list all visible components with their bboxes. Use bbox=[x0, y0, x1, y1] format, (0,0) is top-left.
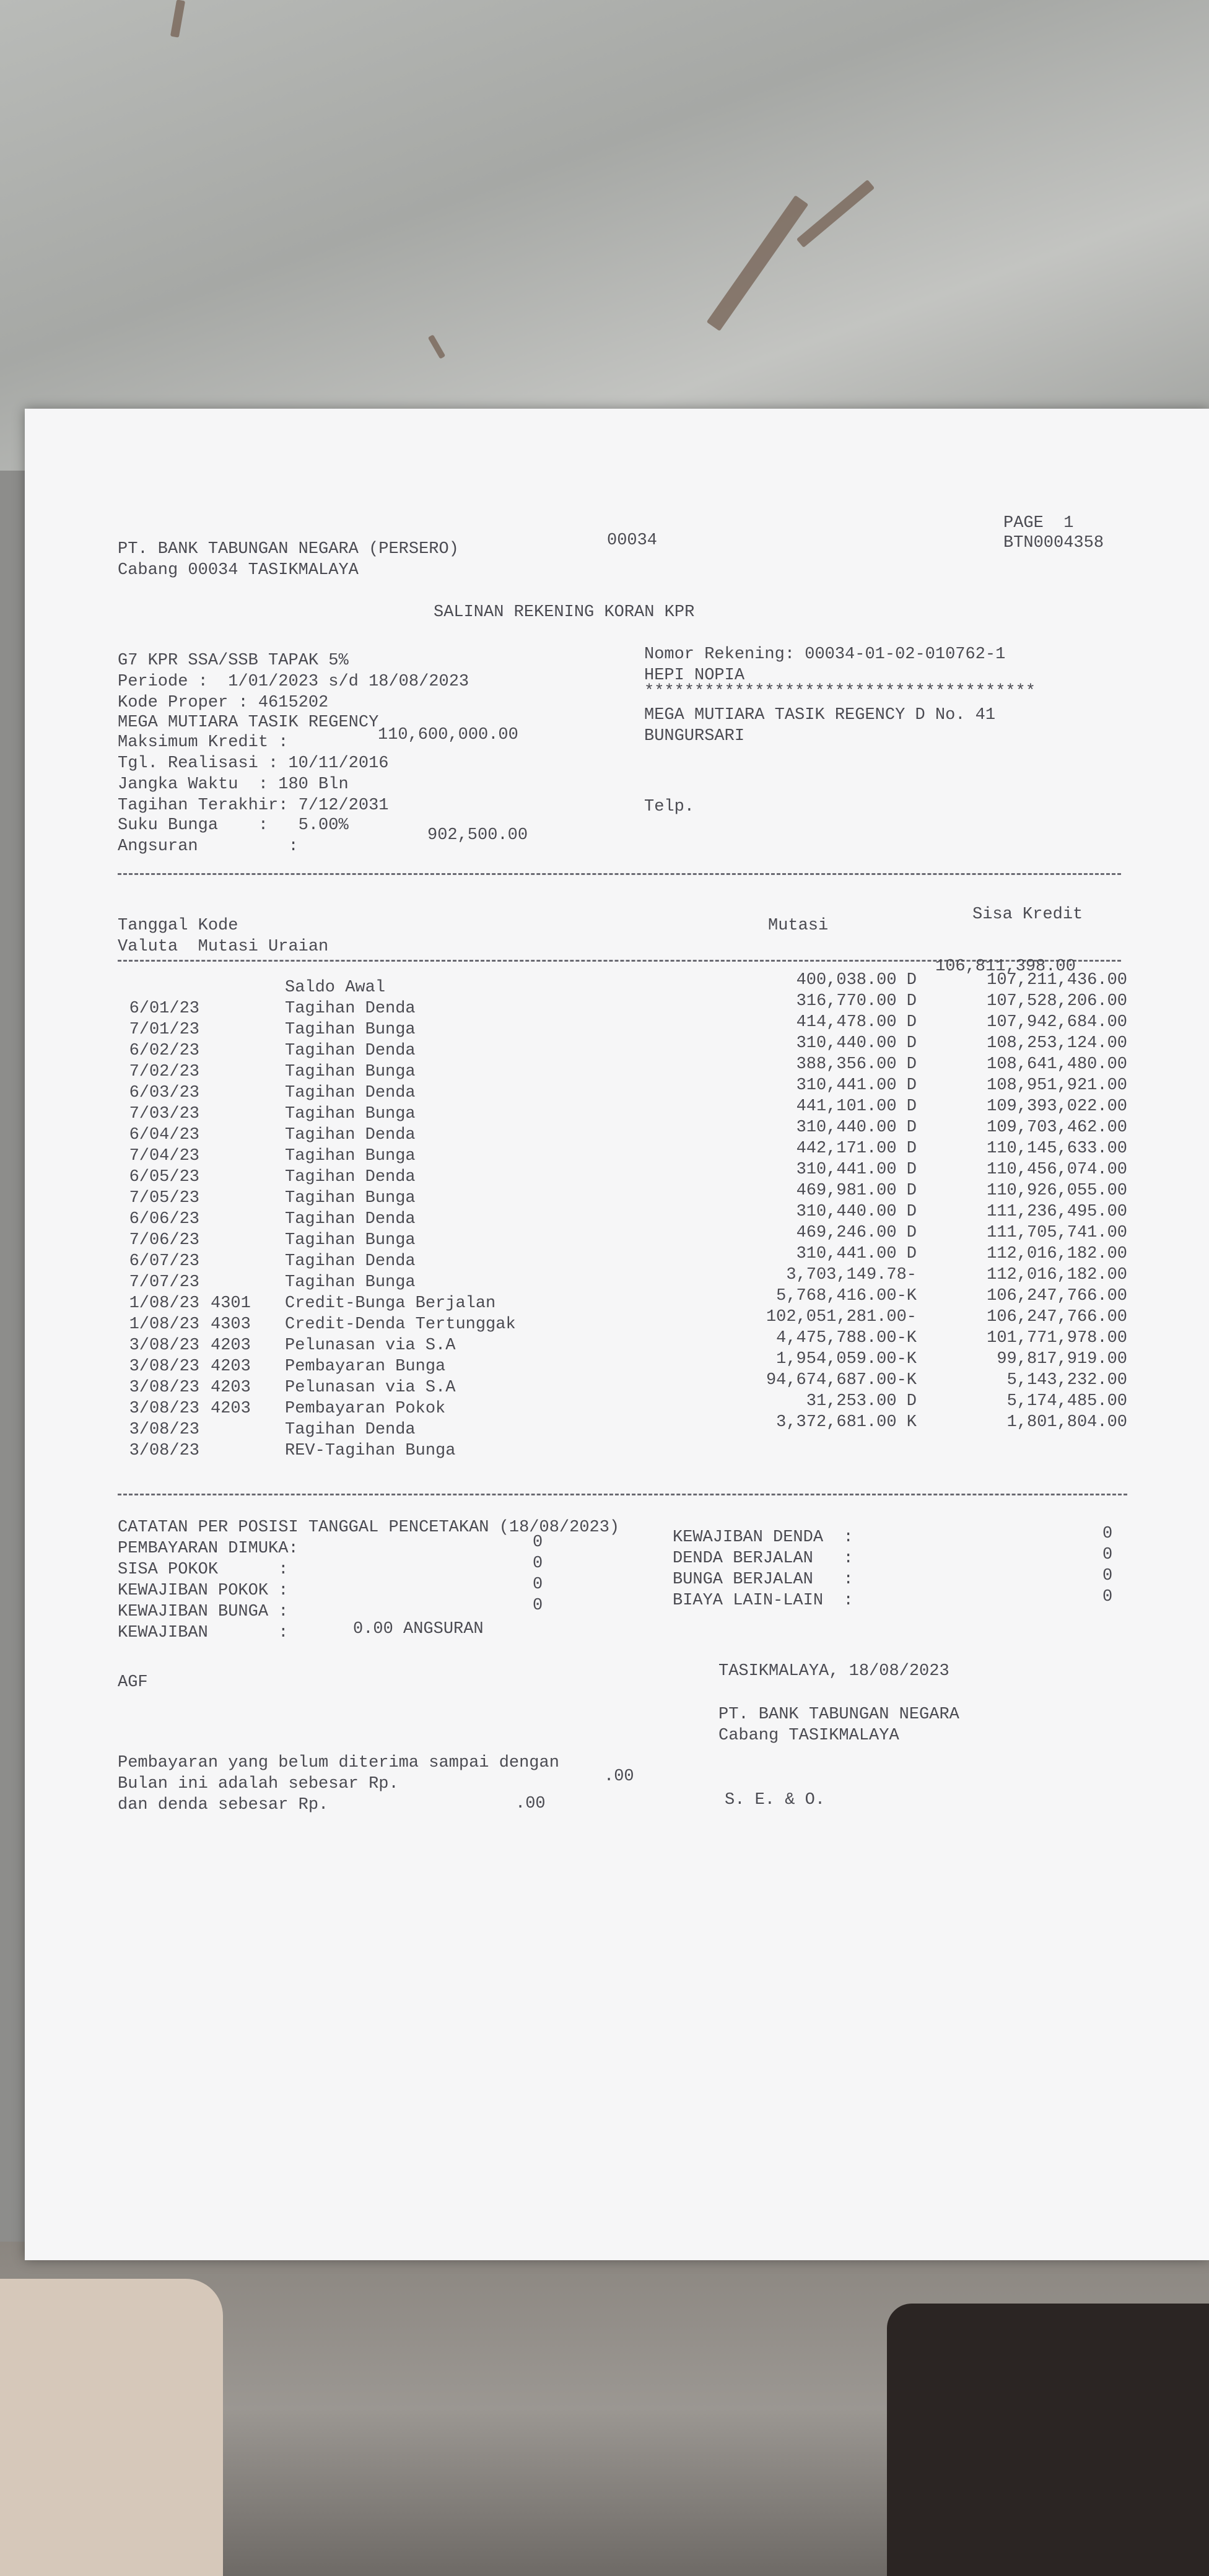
row-sisa-kredit: 107,528,206.00 bbox=[987, 992, 1127, 1011]
row-description: Tagihan Denda bbox=[285, 1421, 416, 1439]
document-title: SALINAN REKENING KORAN KPR bbox=[434, 603, 695, 622]
row-sisa-kredit: 106,247,766.00 bbox=[987, 1287, 1127, 1305]
signer-branch: Cabang TASIKMALAYA bbox=[718, 1726, 899, 1745]
kewajiban-label: KEWAJIBAN : bbox=[118, 1624, 289, 1642]
row-code: 4203 bbox=[211, 1378, 251, 1397]
row-mutasi: 388,356.00 D bbox=[796, 1055, 917, 1074]
row-description: Pelunasan via S.A bbox=[285, 1336, 456, 1355]
divider bbox=[118, 873, 1121, 875]
account-line: Tagihan Terakhir: 7/12/2031 bbox=[118, 796, 389, 815]
note-left-label: KEWAJIBAN BUNGA : bbox=[118, 1603, 289, 1621]
row-date: 7/06/23 bbox=[129, 1231, 199, 1250]
account-line: Kode Proper : 4615202 bbox=[118, 694, 329, 712]
row-sisa-kredit: 111,236,495.00 bbox=[987, 1203, 1127, 1221]
row-code: 4301 bbox=[211, 1294, 251, 1313]
account-line: MEGA MUTIARA TASIK REGENCY bbox=[118, 713, 379, 732]
note-right-value: 0 bbox=[1102, 1567, 1113, 1585]
note-right-label: BIAYA LAIN-LAIN : bbox=[673, 1591, 853, 1610]
row-description: Pembayaran Pokok bbox=[285, 1399, 446, 1418]
account-line: G7 KPR SSA/SSB TAPAK 5% bbox=[118, 651, 349, 670]
row-mutasi: 310,440.00 D bbox=[796, 1118, 917, 1137]
report-code: BTN0004358 bbox=[1003, 534, 1104, 552]
row-date: 7/05/23 bbox=[129, 1189, 199, 1208]
row-mutasi: 400,038.00 D bbox=[796, 971, 917, 990]
agf-code: AGF bbox=[118, 1673, 148, 1692]
note-right-label: BUNGA BERJALAN : bbox=[673, 1570, 853, 1589]
row-description: Tagihan Denda bbox=[285, 1252, 416, 1271]
row-date: 7/04/23 bbox=[129, 1147, 199, 1165]
row-description: Tagihan Denda bbox=[285, 1042, 416, 1060]
note-right-value: 0 bbox=[1102, 1525, 1113, 1543]
notes-title: CATATAN PER POSISI TANGGAL PENCETAKAN (18/08/2023) bbox=[118, 1518, 620, 1537]
fabric-right bbox=[887, 2304, 1209, 2576]
note-right-label: DENDA BERJALAN : bbox=[673, 1549, 853, 1568]
row-mutasi: 469,246.00 D bbox=[796, 1224, 917, 1242]
seo-note: S. E. & O. bbox=[725, 1791, 826, 1809]
row-date: 6/02/23 bbox=[129, 1042, 199, 1060]
row-sisa-kredit: 108,641,480.00 bbox=[987, 1055, 1127, 1074]
row-date: 3/08/23 bbox=[129, 1421, 199, 1439]
row-code: 4303 bbox=[211, 1315, 251, 1334]
row-sisa-kredit: 5,174,485.00 bbox=[1006, 1392, 1127, 1411]
row-mutasi: 1,954,059.00-K bbox=[776, 1350, 917, 1368]
row-mutasi: 94,674,687.00-K bbox=[766, 1371, 917, 1390]
branch-name: Cabang 00034 TASIKMALAYA bbox=[118, 561, 359, 580]
row-sisa-kredit: 99,817,919.00 bbox=[997, 1350, 1127, 1368]
row-code: 4203 bbox=[211, 1336, 251, 1355]
col-tanggal: Tanggal Kode bbox=[118, 916, 238, 935]
row-sisa-kredit: 108,951,921.00 bbox=[987, 1076, 1127, 1095]
row-date: 3/08/23 bbox=[129, 1442, 199, 1460]
row-sisa-kredit: 1,801,804.00 bbox=[1006, 1413, 1127, 1432]
divider bbox=[118, 1494, 1127, 1495]
row-description: Tagihan Denda bbox=[285, 1210, 416, 1229]
row-description: Tagihan Bunga bbox=[285, 1189, 416, 1208]
col-mutasi: Mutasi bbox=[768, 916, 829, 935]
row-sisa-kredit: 110,145,633.00 bbox=[987, 1139, 1127, 1158]
row-date: 6/07/23 bbox=[129, 1252, 199, 1271]
row-description: Tagihan Denda bbox=[285, 1084, 416, 1102]
table-surface bbox=[0, 0, 1209, 471]
row-mutasi: 316,770.00 D bbox=[796, 992, 917, 1011]
installment-value: 902,500.00 bbox=[427, 826, 528, 845]
row-mutasi: 469,981.00 D bbox=[796, 1181, 917, 1200]
note-right-label: KEWAJIBAN DENDA : bbox=[673, 1528, 853, 1547]
row-sisa-kredit: 101,771,978.00 bbox=[987, 1329, 1127, 1347]
row-sisa-kredit: 112,016,182.00 bbox=[987, 1245, 1127, 1263]
account-holder: HEPI NOPIA bbox=[644, 666, 745, 685]
payment-note-2-value: .00 bbox=[604, 1767, 634, 1786]
note-right-value: 0 bbox=[1102, 1588, 1113, 1606]
row-sisa-kredit: 108,253,124.00 bbox=[987, 1034, 1127, 1053]
row-date: 7/01/23 bbox=[129, 1020, 199, 1039]
opening-balance: 106,811,398.00 bbox=[935, 957, 1076, 976]
row-date: 3/08/23 bbox=[129, 1399, 199, 1418]
row-description: REV-Tagihan Bunga bbox=[285, 1442, 456, 1460]
row-mutasi: 441,101.00 D bbox=[796, 1097, 917, 1116]
note-right-value: 0 bbox=[1102, 1546, 1113, 1564]
row-sisa-kredit: 5,143,232.00 bbox=[1006, 1371, 1127, 1390]
row-description: Tagihan Bunga bbox=[285, 1020, 416, 1039]
col-sisa: Sisa Kredit bbox=[972, 905, 1083, 924]
rust-mark bbox=[170, 0, 185, 38]
row-code: 4203 bbox=[211, 1357, 251, 1376]
payment-note-1: Pembayaran yang belum diterima sampai dengan bbox=[118, 1754, 559, 1772]
row-date: 3/08/23 bbox=[129, 1336, 199, 1355]
row-date: 1/08/23 bbox=[129, 1294, 199, 1313]
telp-label: Telp. bbox=[644, 798, 695, 816]
note-left-label: KEWAJIBAN POKOK : bbox=[118, 1582, 289, 1600]
payment-note-3: dan denda sebesar Rp. bbox=[118, 1796, 329, 1814]
row-description: Credit-Bunga Berjalan bbox=[285, 1294, 496, 1313]
row-mutasi: 310,441.00 D bbox=[796, 1076, 917, 1095]
kewajiban-value: 0.00 ANGSURAN bbox=[353, 1620, 484, 1638]
row-date: 7/07/23 bbox=[129, 1273, 199, 1292]
statement-paper bbox=[25, 409, 1209, 2260]
payment-note-2: Bulan ini adalah sebesar Rp. bbox=[118, 1775, 399, 1793]
note-left-label: SISA POKOK : bbox=[118, 1560, 289, 1579]
row-description: Tagihan Denda bbox=[285, 1126, 416, 1144]
row-mutasi: 102,051,281.00- bbox=[766, 1308, 917, 1326]
page-label: PAGE 1 bbox=[1003, 514, 1074, 533]
row-date: 7/03/23 bbox=[129, 1105, 199, 1123]
row-description: Tagihan Bunga bbox=[285, 1105, 416, 1123]
note-left-value: 0 bbox=[533, 1575, 543, 1594]
bank-name: PT. BANK TABUNGAN NEGARA (PERSERO) bbox=[118, 540, 459, 559]
account-line: Maksimum Kredit : bbox=[118, 733, 289, 752]
row-date: 6/03/23 bbox=[129, 1084, 199, 1102]
address-line-1: MEGA MUTIARA TASIK REGENCY D No. 41 bbox=[644, 706, 996, 724]
row-sisa-kredit: 110,456,074.00 bbox=[987, 1160, 1127, 1179]
row-date: 6/06/23 bbox=[129, 1210, 199, 1229]
note-left-value: 0 bbox=[533, 1554, 543, 1573]
note-left-value: 0 bbox=[533, 1533, 543, 1552]
row-description: Pembayaran Bunga bbox=[285, 1357, 446, 1376]
row-sisa-kredit: 110,926,055.00 bbox=[987, 1181, 1127, 1200]
branch-code: 00034 bbox=[607, 531, 658, 550]
account-line: Angsuran : bbox=[118, 837, 299, 856]
row-description: Saldo Awal bbox=[285, 978, 386, 997]
row-mutasi: 31,253.00 D bbox=[806, 1392, 917, 1411]
row-mutasi: 310,440.00 D bbox=[796, 1203, 917, 1221]
row-sisa-kredit: 109,703,462.00 bbox=[987, 1118, 1127, 1137]
row-code: 4203 bbox=[211, 1399, 251, 1418]
row-description: Tagihan Bunga bbox=[285, 1273, 416, 1292]
rust-mark bbox=[707, 195, 809, 331]
row-date: 6/01/23 bbox=[129, 999, 199, 1018]
row-description: Tagihan Bunga bbox=[285, 1147, 416, 1165]
row-mutasi: 5,768,416.00-K bbox=[776, 1287, 917, 1305]
row-sisa-kredit: 111,705,741.00 bbox=[987, 1224, 1127, 1242]
note-left-label: PEMBAYARAN DIMUKA: bbox=[118, 1539, 299, 1558]
row-date: 6/04/23 bbox=[129, 1126, 199, 1144]
row-sisa-kredit: 107,211,436.00 bbox=[987, 971, 1127, 990]
row-mutasi: 310,441.00 D bbox=[796, 1245, 917, 1263]
row-mutasi: 414,478.00 D bbox=[796, 1013, 917, 1032]
account-line: Tgl. Realisasi : 10/11/2016 bbox=[118, 754, 389, 773]
row-mutasi: 4,475,788.00-K bbox=[776, 1329, 917, 1347]
row-sisa-kredit: 109,393,022.00 bbox=[987, 1097, 1127, 1116]
row-description: Tagihan Denda bbox=[285, 1168, 416, 1186]
note-left-value: 0 bbox=[533, 1596, 543, 1615]
address-line-2: BUNGURSARI bbox=[644, 727, 745, 746]
row-mutasi: 3,703,149.78- bbox=[786, 1266, 917, 1284]
rust-mark bbox=[797, 180, 875, 248]
account-line: Jangka Waktu : 180 Bln bbox=[118, 775, 349, 794]
account-number: Nomor Rekening: 00034-01-02-010762-1 bbox=[644, 645, 1006, 664]
row-description: Tagihan Bunga bbox=[285, 1231, 416, 1250]
row-mutasi: 442,171.00 D bbox=[796, 1139, 917, 1158]
col-valuta: Valuta Mutasi Uraian bbox=[118, 938, 329, 956]
account-line: Suku Bunga : 5.00% bbox=[118, 816, 349, 835]
row-date: 3/08/23 bbox=[129, 1378, 199, 1397]
fabric-left bbox=[0, 2279, 223, 2576]
row-description: Pelunasan via S.A bbox=[285, 1378, 456, 1397]
row-date: 6/05/23 bbox=[129, 1168, 199, 1186]
payment-note-3-value: .00 bbox=[515, 1795, 546, 1813]
row-description: Credit-Denda Tertunggak bbox=[285, 1315, 516, 1334]
row-description: Tagihan Bunga bbox=[285, 1063, 416, 1081]
max-credit-value: 110,600,000.00 bbox=[378, 726, 518, 744]
rust-mark bbox=[428, 334, 446, 359]
stars-line: *************************************** bbox=[644, 682, 1036, 701]
signer-bank: PT. BANK TABUNGAN NEGARA bbox=[718, 1705, 959, 1724]
row-mutasi: 3,372,681.00 K bbox=[776, 1413, 917, 1432]
row-sisa-kredit: 107,942,684.00 bbox=[987, 1013, 1127, 1032]
row-description: Tagihan Denda bbox=[285, 999, 416, 1018]
row-sisa-kredit: 106,247,766.00 bbox=[987, 1308, 1127, 1326]
row-mutasi: 310,440.00 D bbox=[796, 1034, 917, 1053]
row-sisa-kredit: 112,016,182.00 bbox=[987, 1266, 1127, 1284]
row-date: 1/08/23 bbox=[129, 1315, 199, 1334]
place-date: TASIKMALAYA, 18/08/2023 bbox=[718, 1662, 949, 1681]
row-date: 3/08/23 bbox=[129, 1357, 199, 1376]
row-mutasi: 310,441.00 D bbox=[796, 1160, 917, 1179]
account-line: Periode : 1/01/2023 s/d 18/08/2023 bbox=[118, 672, 469, 691]
row-date: 7/02/23 bbox=[129, 1063, 199, 1081]
